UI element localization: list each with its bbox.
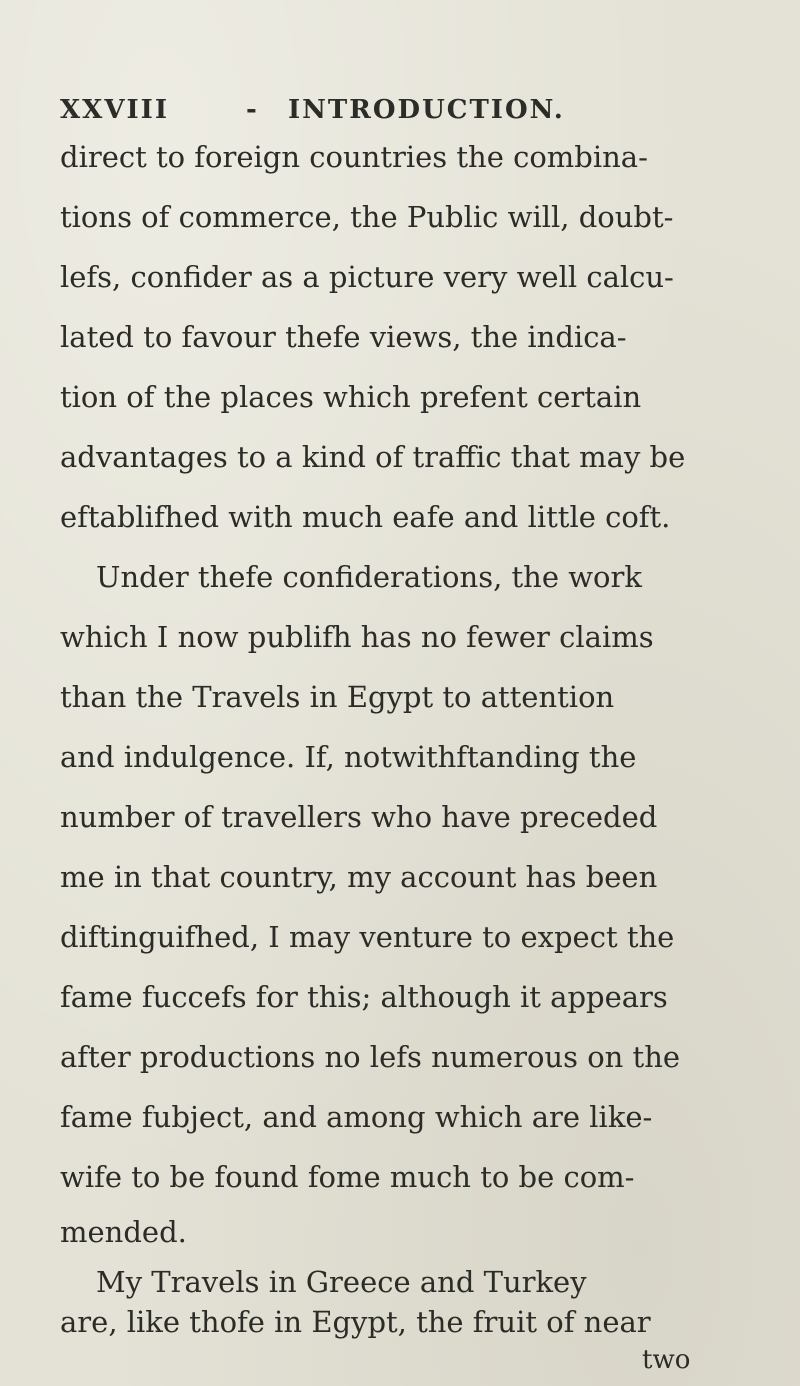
text-line: diftinguifhed, I may venture to expect the bbox=[60, 920, 675, 954]
text-line: My Travels in Greece and Turkey bbox=[96, 1265, 587, 1299]
text-line: eftablifhed with much eafe and little coft. bbox=[60, 500, 671, 534]
text-line: lated to favour thefe views, the indica- bbox=[60, 320, 627, 354]
header-dash: - bbox=[246, 95, 259, 125]
text-line: tions of commerce, the Public will, doubt- bbox=[60, 200, 674, 234]
running-title: INTRODUCTION. bbox=[288, 95, 565, 125]
catchword: two bbox=[642, 1345, 691, 1375]
text-line: advantages to a kind of traffic that may be bbox=[60, 440, 686, 474]
text-line: are, like thofe in Egypt, the fruit of near bbox=[60, 1305, 651, 1339]
text-line: than the Travels in Egypt to attention bbox=[60, 680, 615, 714]
text-line: lefs, confider as a picture very well calcu- bbox=[60, 260, 674, 294]
text-line: Under thefe confiderations, the work bbox=[96, 560, 642, 594]
text-line: mended. bbox=[60, 1215, 187, 1249]
text-line: direct to foreign countries the combina- bbox=[60, 140, 648, 174]
text-line: me in that country, my account has been bbox=[60, 860, 658, 894]
page-number: XXVIII bbox=[60, 95, 170, 125]
text-line: fame fubject, and among which are like- bbox=[60, 1100, 653, 1134]
text-line: number of travellers who have preceded bbox=[60, 800, 658, 834]
text-line: and indulgence. If, notwithftanding the bbox=[60, 740, 637, 774]
text-line: fame fuccefs for this; although it appears bbox=[60, 980, 668, 1014]
text-line: which I now publifh has no fewer claims bbox=[60, 620, 654, 654]
text-line: tion of the places which prefent certain bbox=[60, 380, 642, 414]
text-line: wife to be found fome much to be com- bbox=[60, 1160, 635, 1194]
text-line: after productions no lefs numerous on the bbox=[60, 1040, 681, 1074]
